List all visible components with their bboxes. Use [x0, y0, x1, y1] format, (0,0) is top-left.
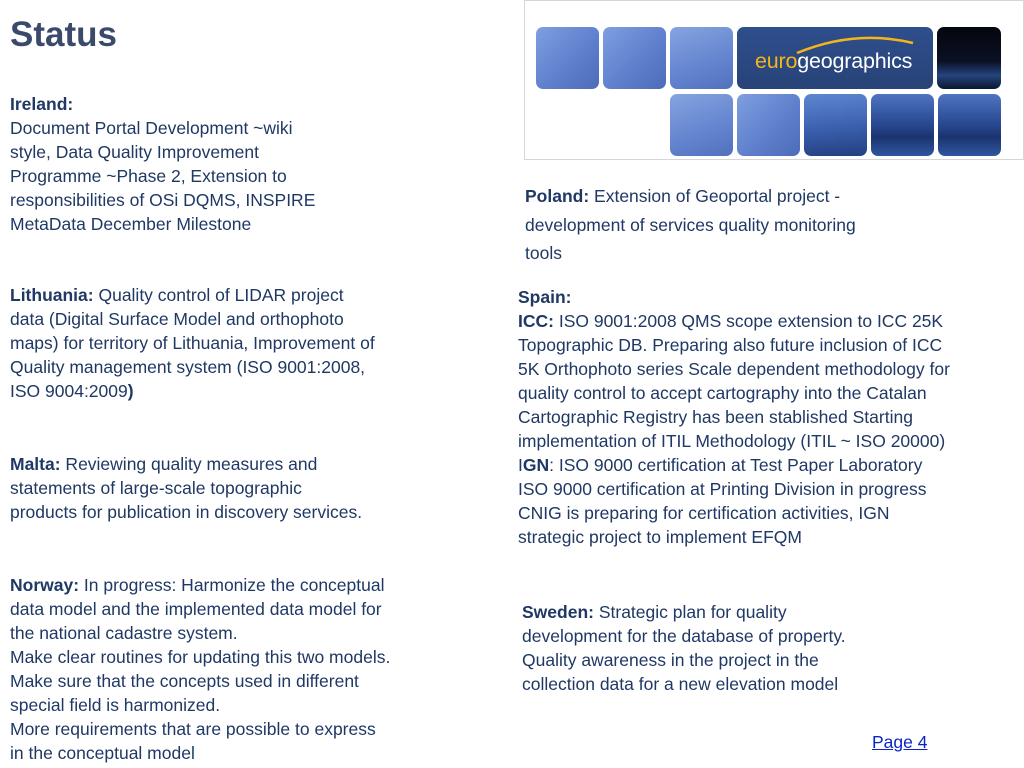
ireland-line: style, Data Quality Improvement — [10, 142, 259, 162]
spain-line: 5K Orthophoto series Scale dependent methodology for — [518, 359, 950, 379]
norway-first-line — [10, 573, 390, 597]
logo-euro: euro — [755, 49, 798, 73]
poland-first-line — [525, 182, 856, 211]
spain-line: strategic project to implement EFQM — [518, 527, 802, 547]
ign-label-i: I — [518, 455, 523, 475]
ireland-status — [10, 92, 315, 236]
ireland-line: Document Portal Development ~wiki — [10, 118, 293, 138]
norway-line: special field is harmonized. — [10, 695, 221, 715]
eurogeographics-banner — [524, 0, 1024, 160]
norway-line: data model and the implemented data model for — [10, 599, 382, 619]
sweden-status — [522, 600, 846, 696]
banner-tile — [937, 27, 1001, 89]
malta-label: Malta: — [10, 454, 61, 474]
spain-icc-first-line — [518, 309, 950, 333]
norway-line: in the conceptual model — [10, 743, 195, 763]
spain-line: Cartographic Registry has been stablished Starting — [518, 407, 913, 427]
banner-tile — [603, 27, 666, 89]
ign-label: GN — [522, 455, 550, 475]
lithuania-line: maps) for territory of Lithuania, Improvement of — [10, 333, 375, 353]
spain-status — [518, 285, 950, 549]
norway-status — [10, 573, 390, 765]
malta-first-line — [10, 452, 362, 476]
lithuania-paren: ) — [127, 381, 134, 401]
banner-tile — [804, 94, 867, 156]
sweden-line: development for the database of property. — [522, 626, 846, 646]
spain-line: quality control to accept cartography into the Catalan — [518, 383, 927, 403]
spain-line: implementation of ITIL Methodology (ITIL ~ ISO 20000) — [518, 431, 946, 451]
banner-tile — [536, 27, 599, 89]
logo-wordmark — [755, 49, 912, 74]
lithuania-text: ISO 9004:2009 — [10, 381, 128, 401]
sweden-first-line — [522, 600, 846, 624]
spain-line: ISO 9000 certification at Printing Division in progress — [518, 479, 927, 499]
poland-text: Extension of Geoportal project - — [589, 186, 841, 206]
banner-tile — [670, 27, 733, 89]
norway-line: the national cadastre system. — [10, 623, 238, 643]
malta-status — [10, 452, 362, 524]
banner-tile — [737, 94, 800, 156]
banner-tile — [670, 94, 733, 156]
spain-ign-first-line — [518, 453, 950, 477]
lithuania-line: Quality management system (ISO 9001:2008, — [10, 357, 366, 377]
malta-line: products for publication in discovery services. — [10, 502, 363, 522]
ireland-line: Programme ~Phase 2, Extension to — [10, 166, 287, 186]
norway-label: Norway: — [10, 575, 80, 595]
lithuania-last-line — [10, 379, 375, 403]
ign-text: : ISO 9000 certification at Test Paper Laboratory — [549, 455, 923, 475]
banner-tile — [871, 94, 934, 156]
norway-line: Make sure that the concepts used in different — [10, 671, 359, 691]
sweden-line: Quality awareness in the project in the — [522, 650, 819, 670]
poland-status — [525, 182, 856, 268]
lithuania-status — [10, 283, 375, 403]
slide-title: Status — [10, 15, 117, 54]
lithuania-label: Lithuania: — [10, 285, 94, 305]
sweden-text: Strategic plan for quality — [593, 602, 787, 622]
malta-text: Reviewing quality measures and — [60, 454, 318, 474]
logo-geo: geographics — [797, 49, 913, 73]
sweden-label: Sweden: — [522, 602, 594, 622]
icc-label: ICC: — [518, 311, 554, 331]
norway-line: More requirements that are possible to express — [10, 719, 376, 739]
spain-line: CNIG is preparing for certification activities, IGN — [518, 503, 890, 523]
icc-text: ISO 9001:2008 QMS scope extension to ICC 25K — [553, 311, 944, 331]
malta-line: statements of large-scale topographic — [10, 478, 302, 498]
lithuania-text: Quality control of LIDAR project — [93, 285, 344, 305]
ireland-line: responsibilities of OSi DQMS, INSPIRE — [10, 190, 316, 210]
poland-label: Poland: — [525, 186, 590, 206]
ireland-line: MetaData December Milestone — [10, 214, 252, 234]
lithuania-first-line — [10, 283, 375, 307]
ireland-label: Ireland: — [10, 94, 74, 114]
lithuania-line: data (Digital Surface Model and orthophoto — [10, 309, 344, 329]
poland-line: development of services quality monitoring — [525, 214, 856, 235]
spain-line: Topographic DB. Preparing also future inclusion of ICC — [518, 335, 943, 355]
poland-line: tools — [525, 243, 562, 263]
banner-tile — [938, 94, 1001, 156]
spain-label: Spain: — [518, 287, 572, 307]
page-number-link[interactable]: Page 4 — [872, 732, 928, 752]
norway-line: Make clear routines for updating this two models. — [10, 647, 391, 667]
sweden-line: collection data for a new elevation model — [522, 674, 839, 694]
eurogeographics-logo — [737, 27, 933, 89]
norway-text: In progress: Harmonize the conceptual — [79, 575, 385, 595]
